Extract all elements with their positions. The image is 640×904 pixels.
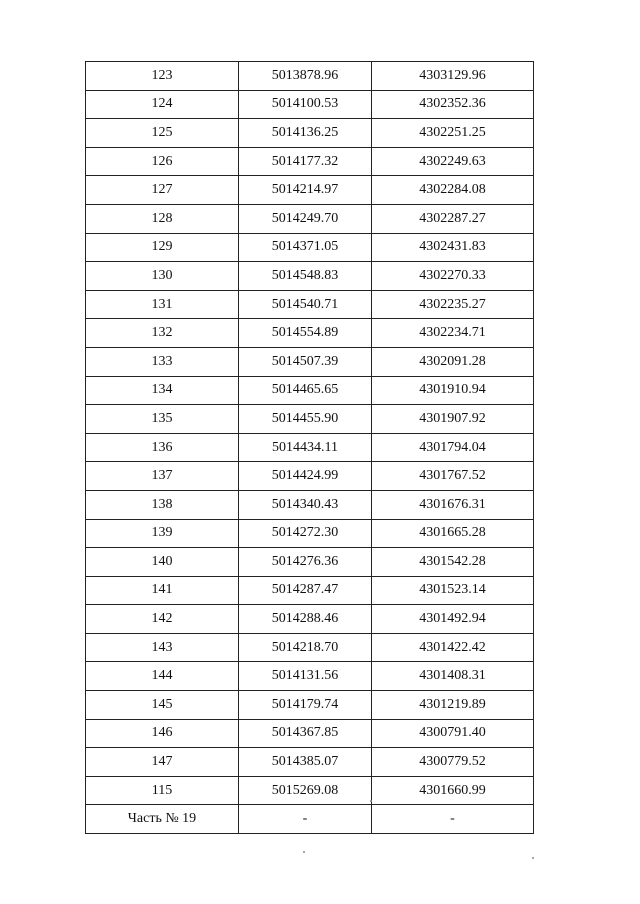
y-coordinate-cell: 4301767.52 — [372, 462, 534, 491]
point-number-cell: 137 — [86, 462, 239, 491]
table-row — [86, 576, 534, 605]
y-coordinate-cell: 4301665.28 — [372, 519, 534, 548]
x-coordinate-cell: 5014424.99 — [239, 462, 372, 491]
point-number-cell: 144 — [86, 662, 239, 691]
y-coordinate-cell: 4301523.14 — [372, 576, 534, 605]
x-coordinate-cell: 5014371.05 — [239, 233, 372, 262]
y-coordinate-cell: 4302235.27 — [372, 290, 534, 319]
table-row — [86, 204, 534, 233]
x-coordinate-cell: 5013878.96 — [239, 62, 372, 91]
y-coordinate-cell: 4302270.33 — [372, 262, 534, 291]
table-row — [86, 290, 534, 319]
y-coordinate-cell: 4302352.36 — [372, 90, 534, 119]
coordinates-table-body — [86, 62, 534, 834]
point-number-cell: 139 — [86, 519, 239, 548]
table-row — [86, 176, 534, 205]
point-number-cell: 130 — [86, 262, 239, 291]
y-coordinate-cell: 4301676.31 — [372, 490, 534, 519]
table-row — [86, 633, 534, 662]
table-row — [86, 662, 534, 691]
y-coordinate-cell: 4301492.94 — [372, 605, 534, 634]
table-row — [86, 233, 534, 262]
y-coordinate-cell: 4302091.28 — [372, 347, 534, 376]
x-coordinate-cell: 5014465.65 — [239, 376, 372, 405]
y-coordinate-cell: 4300779.52 — [372, 748, 534, 777]
point-number-cell: 133 — [86, 347, 239, 376]
y-coordinate-cell: 4303129.96 — [372, 62, 534, 91]
point-number-cell: 127 — [86, 176, 239, 205]
y-coordinate-cell: - — [372, 805, 534, 834]
y-coordinate-cell: 4301542.28 — [372, 548, 534, 577]
table-row — [86, 519, 534, 548]
point-number-cell: 126 — [86, 147, 239, 176]
table-row — [86, 262, 534, 291]
point-number-cell: 141 — [86, 576, 239, 605]
y-coordinate-cell: 4301660.99 — [372, 776, 534, 805]
table-row — [86, 548, 534, 577]
x-coordinate-cell: 5014177.32 — [239, 147, 372, 176]
x-coordinate-cell: 5014249.70 — [239, 204, 372, 233]
point-number-cell: 123 — [86, 62, 239, 91]
point-number-cell: 129 — [86, 233, 239, 262]
point-number-cell: 143 — [86, 633, 239, 662]
y-coordinate-cell: 4301219.89 — [372, 691, 534, 720]
y-coordinate-cell: 4301907.92 — [372, 405, 534, 434]
scan-speck — [303, 851, 305, 853]
x-coordinate-cell: 5014507.39 — [239, 347, 372, 376]
table-row — [86, 776, 534, 805]
table-row — [86, 62, 534, 91]
point-number-cell: 138 — [86, 490, 239, 519]
scan-speck — [370, 800, 372, 802]
scan-speck — [532, 857, 534, 859]
table-row — [86, 376, 534, 405]
point-number-cell: 146 — [86, 719, 239, 748]
y-coordinate-cell: 4301794.04 — [372, 433, 534, 462]
x-coordinate-cell: 5014131.56 — [239, 662, 372, 691]
point-number-cell: 115 — [86, 776, 239, 805]
point-number-cell: 125 — [86, 119, 239, 148]
x-coordinate-cell: 5014367.85 — [239, 719, 372, 748]
table-row — [86, 462, 534, 491]
point-number-cell: 124 — [86, 90, 239, 119]
x-coordinate-cell: 5014218.70 — [239, 633, 372, 662]
y-coordinate-cell: 4302251.25 — [372, 119, 534, 148]
coordinates-table — [85, 61, 534, 834]
point-number-cell: 147 — [86, 748, 239, 777]
point-number-cell: 145 — [86, 691, 239, 720]
y-coordinate-cell: 4302234.71 — [372, 319, 534, 348]
table-row — [86, 90, 534, 119]
table-row — [86, 805, 534, 834]
y-coordinate-cell: 4301422.42 — [372, 633, 534, 662]
table-row — [86, 405, 534, 434]
x-coordinate-cell: 5014385.07 — [239, 748, 372, 777]
table-row — [86, 147, 534, 176]
y-coordinate-cell: 4300791.40 — [372, 719, 534, 748]
x-coordinate-cell: - — [239, 805, 372, 834]
x-coordinate-cell: 5014136.25 — [239, 119, 372, 148]
table-row — [86, 691, 534, 720]
y-coordinate-cell: 4302249.63 — [372, 147, 534, 176]
table-row — [86, 719, 534, 748]
x-coordinate-cell: 5014288.46 — [239, 605, 372, 634]
x-coordinate-cell: 5014548.83 — [239, 262, 372, 291]
y-coordinate-cell: 4302287.27 — [372, 204, 534, 233]
table-row — [86, 319, 534, 348]
x-coordinate-cell: 5014272.30 — [239, 519, 372, 548]
x-coordinate-cell: 5014340.43 — [239, 490, 372, 519]
table-row — [86, 433, 534, 462]
x-coordinate-cell: 5015269.08 — [239, 776, 372, 805]
point-number-cell: 132 — [86, 319, 239, 348]
point-number-cell: 131 — [86, 290, 239, 319]
table-row — [86, 490, 534, 519]
point-number-cell: 135 — [86, 405, 239, 434]
x-coordinate-cell: 5014434.11 — [239, 433, 372, 462]
point-number-cell: 136 — [86, 433, 239, 462]
x-coordinate-cell: 5014276.36 — [239, 548, 372, 577]
table-row — [86, 119, 534, 148]
table-row — [86, 347, 534, 376]
y-coordinate-cell: 4301910.94 — [372, 376, 534, 405]
table-row — [86, 748, 534, 777]
table-row — [86, 605, 534, 634]
point-number-cell: 134 — [86, 376, 239, 405]
y-coordinate-cell: 4302431.83 — [372, 233, 534, 262]
y-coordinate-cell: 4301408.31 — [372, 662, 534, 691]
x-coordinate-cell: 5014287.47 — [239, 576, 372, 605]
point-number-cell: 128 — [86, 204, 239, 233]
x-coordinate-cell: 5014179.74 — [239, 691, 372, 720]
point-number-cell: 142 — [86, 605, 239, 634]
x-coordinate-cell: 5014455.90 — [239, 405, 372, 434]
y-coordinate-cell: 4302284.08 — [372, 176, 534, 205]
point-number-cell: 140 — [86, 548, 239, 577]
x-coordinate-cell: 5014540.71 — [239, 290, 372, 319]
x-coordinate-cell: 5014100.53 — [239, 90, 372, 119]
point-number-cell: Часть № 19 — [86, 805, 239, 834]
x-coordinate-cell: 5014214.97 — [239, 176, 372, 205]
x-coordinate-cell: 5014554.89 — [239, 319, 372, 348]
